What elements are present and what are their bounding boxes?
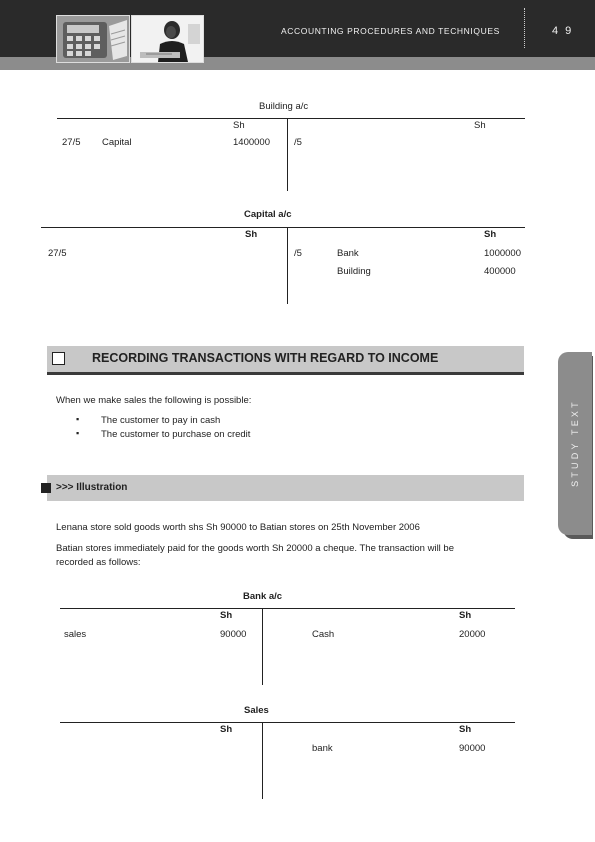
building-debit-amount: 1400000 xyxy=(233,137,270,148)
bank-debit-particulars: sales xyxy=(64,629,87,640)
page-number: 4 9 xyxy=(552,25,574,37)
bullet-icon: ▪ xyxy=(76,414,80,424)
capital-credit-particulars-1: Bank xyxy=(337,248,359,259)
bank-credit-col-header: Sh xyxy=(459,610,472,621)
building-debit-date: 27/5 xyxy=(62,137,81,148)
illustration-paragraph-1: Lenana store sold goods worth shs Sh 90000 to Batian stores on 25th November 2006 xyxy=(56,522,420,533)
sales-credit-particulars: bank xyxy=(312,743,333,754)
illustration-paragraph-2-line-2: recorded as follows: xyxy=(56,557,141,568)
sales-account-title: Sales xyxy=(244,705,269,716)
capital-account-top-rule xyxy=(41,227,525,228)
capital-credit-amount-1: 1000000 xyxy=(484,248,521,259)
calculator-image xyxy=(57,16,129,62)
section-checkbox-icon xyxy=(52,352,65,365)
illustration-paragraph-2-line-1: Batian stores immediately paid for the goods worth Sh 20000 a cheque. The transaction will be xyxy=(56,543,455,554)
capital-credit-amount-2: 400000 xyxy=(484,266,516,277)
capital-credit-date: /5 xyxy=(294,248,302,259)
bank-debit-amount: 90000 xyxy=(220,629,247,640)
bank-account-center-rule xyxy=(262,608,263,685)
section-intro: When we make sales the following is possible: xyxy=(56,395,252,406)
header-title: ACCOUNTING PROCEDURES AND TECHNIQUES xyxy=(281,26,500,36)
building-debit-particulars: Capital xyxy=(102,137,132,148)
illustration-square-icon xyxy=(41,483,51,493)
illustration-label: >>> Illustration xyxy=(56,482,128,493)
bank-credit-amount: 20000 xyxy=(459,629,486,640)
bank-account-top-rule xyxy=(60,608,515,609)
building-account-top-rule xyxy=(57,118,525,119)
capital-account-center-rule xyxy=(287,227,288,304)
sales-credit-amount: 90000 xyxy=(459,743,486,754)
header-divider xyxy=(524,8,525,48)
woman-writing-image xyxy=(132,16,203,62)
sales-debit-col-header: Sh xyxy=(220,724,233,735)
capital-debit-date: 27/5 xyxy=(48,248,67,259)
building-account-title: Building a/c xyxy=(259,101,309,112)
capital-debit-col-header: Sh xyxy=(245,229,258,240)
section-title: RECORDING TRANSACTIONS WITH REGARD TO INCOME xyxy=(92,351,439,365)
study-text-label: STUDY TEXT xyxy=(570,399,580,487)
bullet-item-credit: The customer to purchase on credit xyxy=(101,429,251,440)
sales-credit-col-header: Sh xyxy=(459,724,472,735)
building-credit-date: /5 xyxy=(294,137,302,148)
capital-credit-particulars-2: Building xyxy=(337,266,371,277)
woman-writing-photo xyxy=(131,15,204,63)
building-account-center-rule xyxy=(287,118,288,191)
building-credit-col-header: Sh xyxy=(474,120,486,131)
bank-account-title: Bank a/c xyxy=(243,591,283,602)
calculator-photo xyxy=(56,15,130,63)
bank-credit-particulars: Cash xyxy=(312,629,335,640)
building-debit-col-header: Sh xyxy=(233,120,245,131)
sales-account-top-rule xyxy=(60,722,515,723)
bank-debit-col-header: Sh xyxy=(220,610,233,621)
capital-credit-col-header: Sh xyxy=(484,229,497,240)
bullet-icon: ▪ xyxy=(76,428,80,438)
bullet-item-cash: The customer to pay in cash xyxy=(101,415,221,426)
sales-account-center-rule xyxy=(262,722,263,799)
capital-account-title: Capital a/c xyxy=(244,209,292,220)
